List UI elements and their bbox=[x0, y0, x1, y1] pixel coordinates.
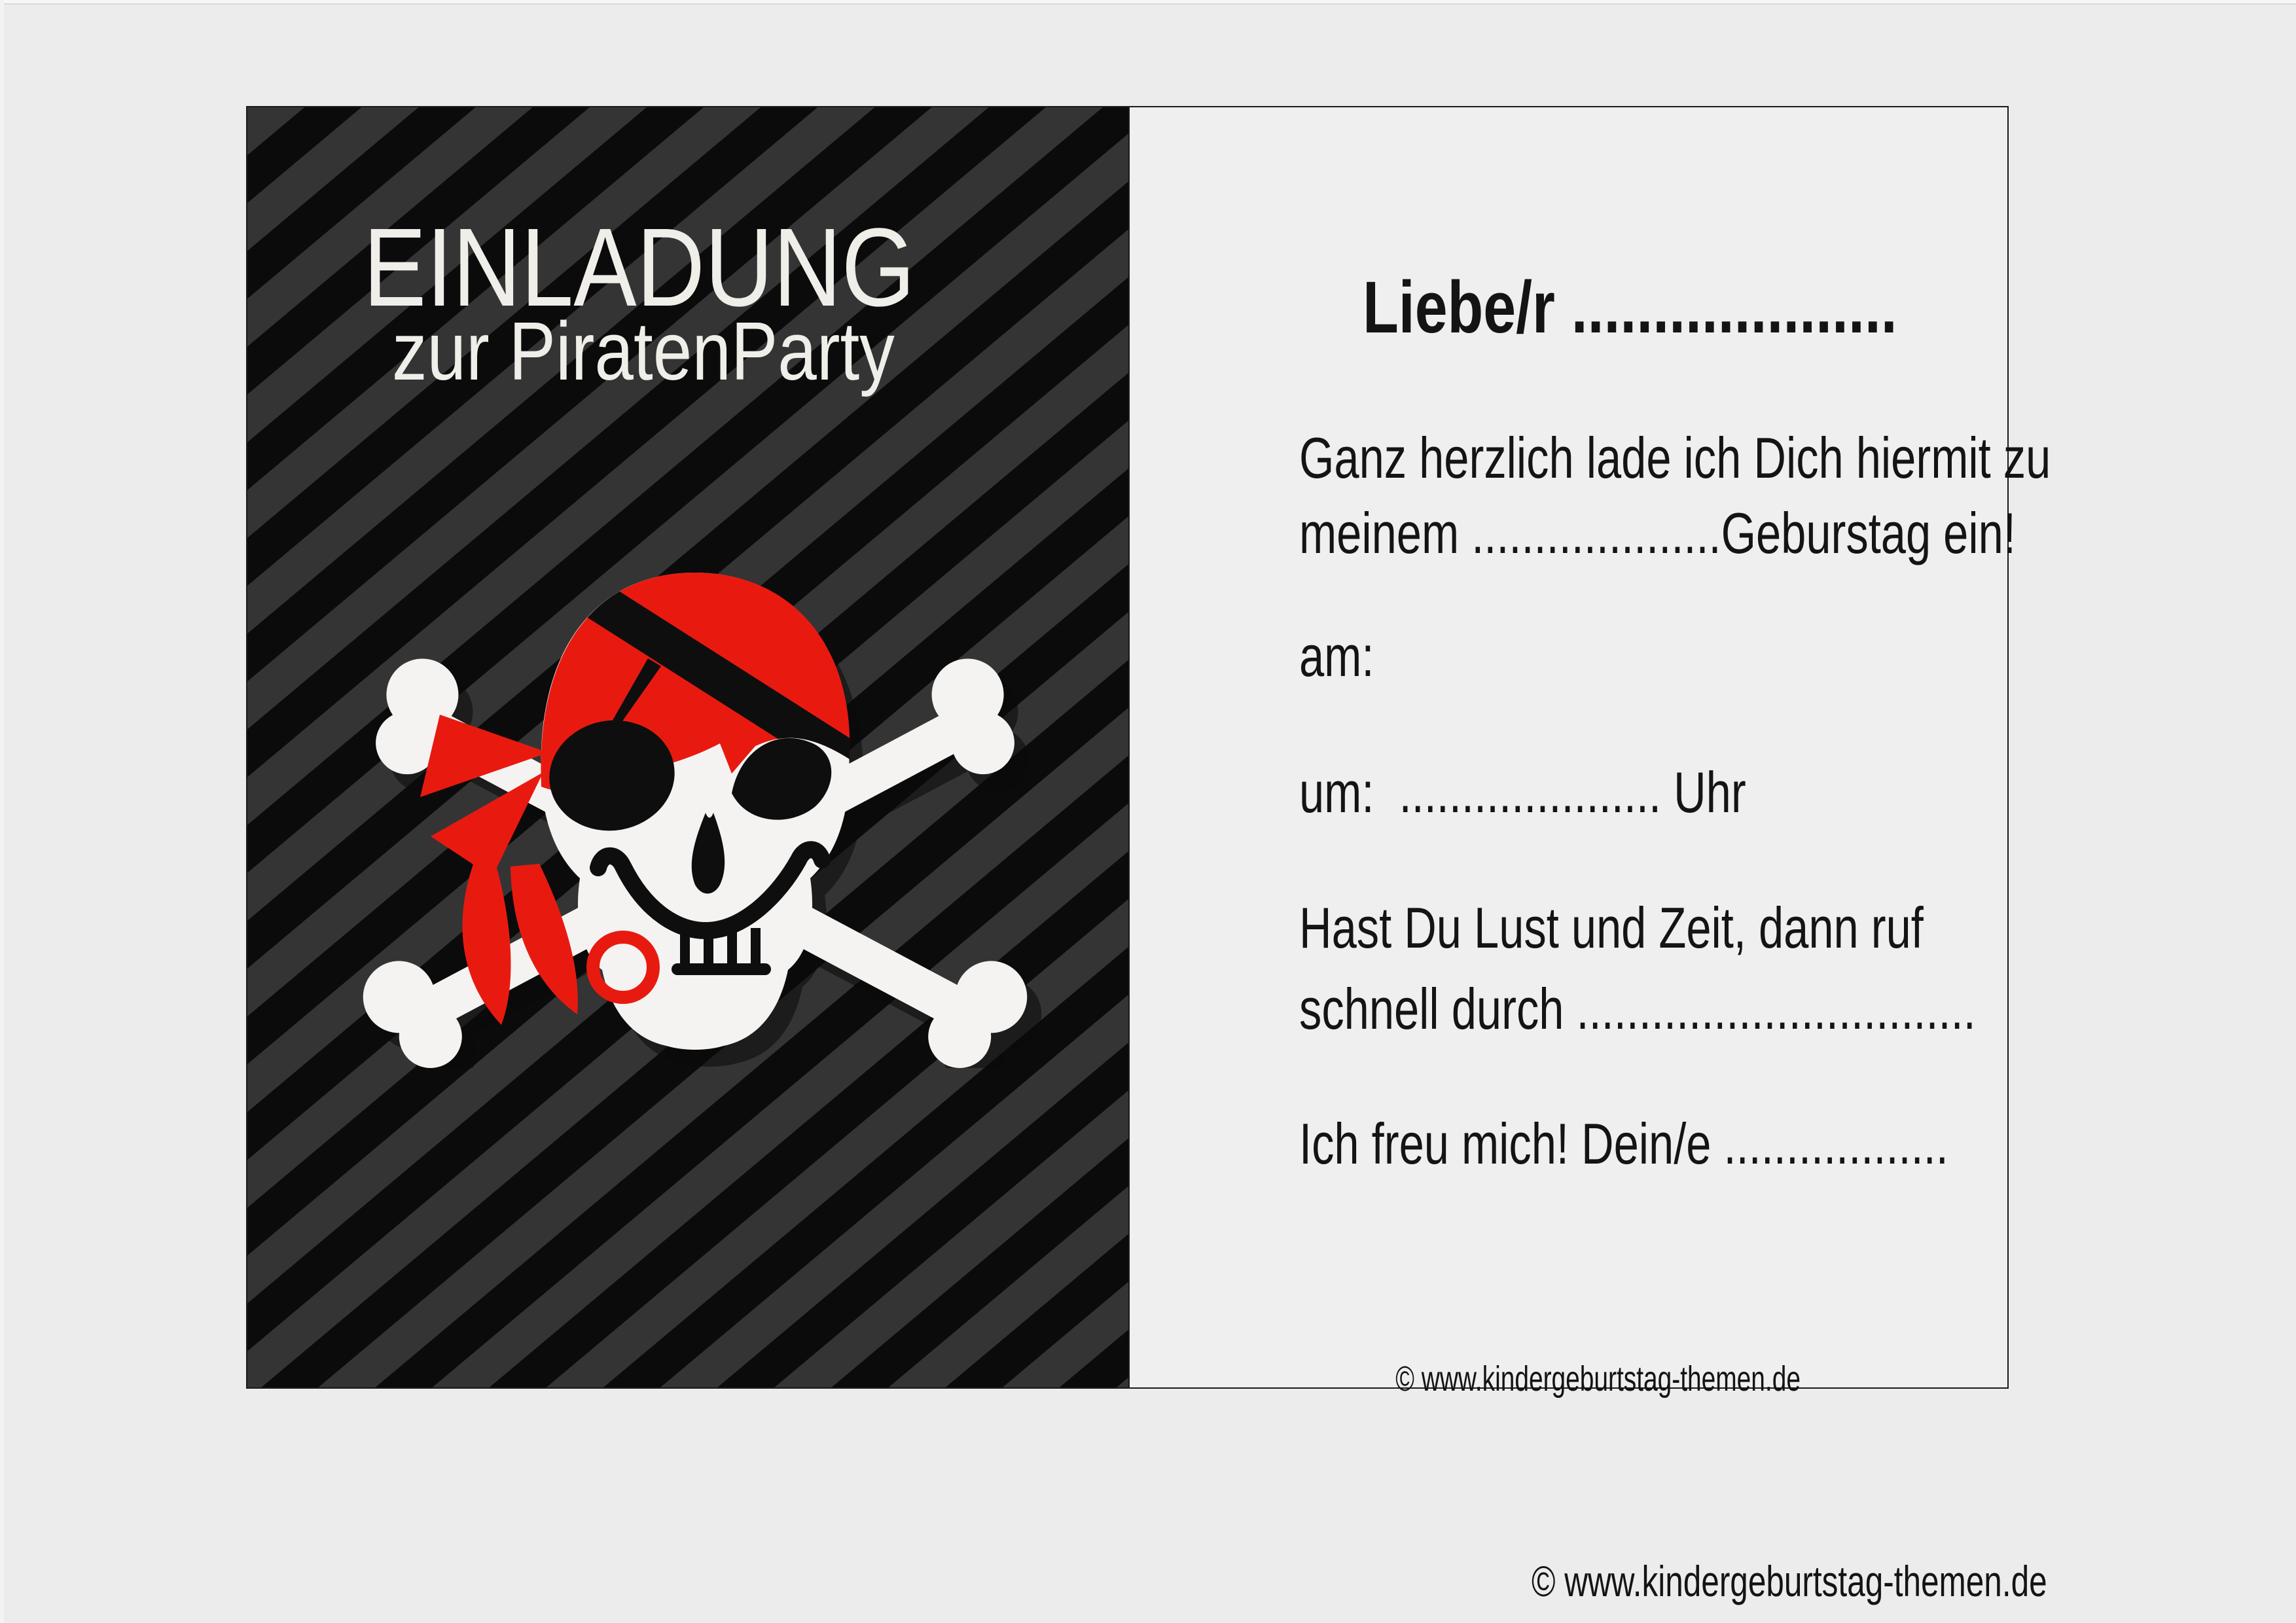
intro-line-1: Ganz herzlich lade ich Dich hiermit zu bbox=[1299, 425, 2051, 490]
invitation-title bbox=[247, 205, 1128, 397]
phone-line-2: schnell durch ................................ bbox=[1299, 976, 1976, 1041]
time-line: um: ..................... Uhr bbox=[1299, 760, 1746, 825]
card-left-striped-panel bbox=[247, 107, 1128, 1387]
pirate-skull-crossbones-icon bbox=[321, 556, 1075, 1068]
intro-line-2: meinem ....................Geburstag ein! bbox=[1299, 501, 2016, 565]
page-top-divider bbox=[0, 0, 2296, 5]
card-copyright: © www.kindergeburtstag-themen.de bbox=[1395, 1359, 1801, 1399]
card-right-text-panel bbox=[1128, 107, 2051, 1399]
closing-line: Ich freu mich! Dein/e .................. bbox=[1299, 1111, 1948, 1176]
title-line-2: zur PiratenParty bbox=[392, 305, 895, 397]
title-line-1: EINLADUNG bbox=[363, 205, 916, 330]
page-left-margin bbox=[0, 0, 4, 1623]
greeting-text: Liebe/r .................... bbox=[1362, 266, 1897, 348]
phone-line-1: Hast Du Lust und Zeit, dann ruf bbox=[1299, 895, 1924, 960]
page-copyright: © www.kindergeburtstag-themen.de bbox=[1531, 1557, 2047, 1605]
invitation-card bbox=[246, 106, 2051, 1399]
date-label-line: am: bbox=[1299, 624, 1374, 688]
